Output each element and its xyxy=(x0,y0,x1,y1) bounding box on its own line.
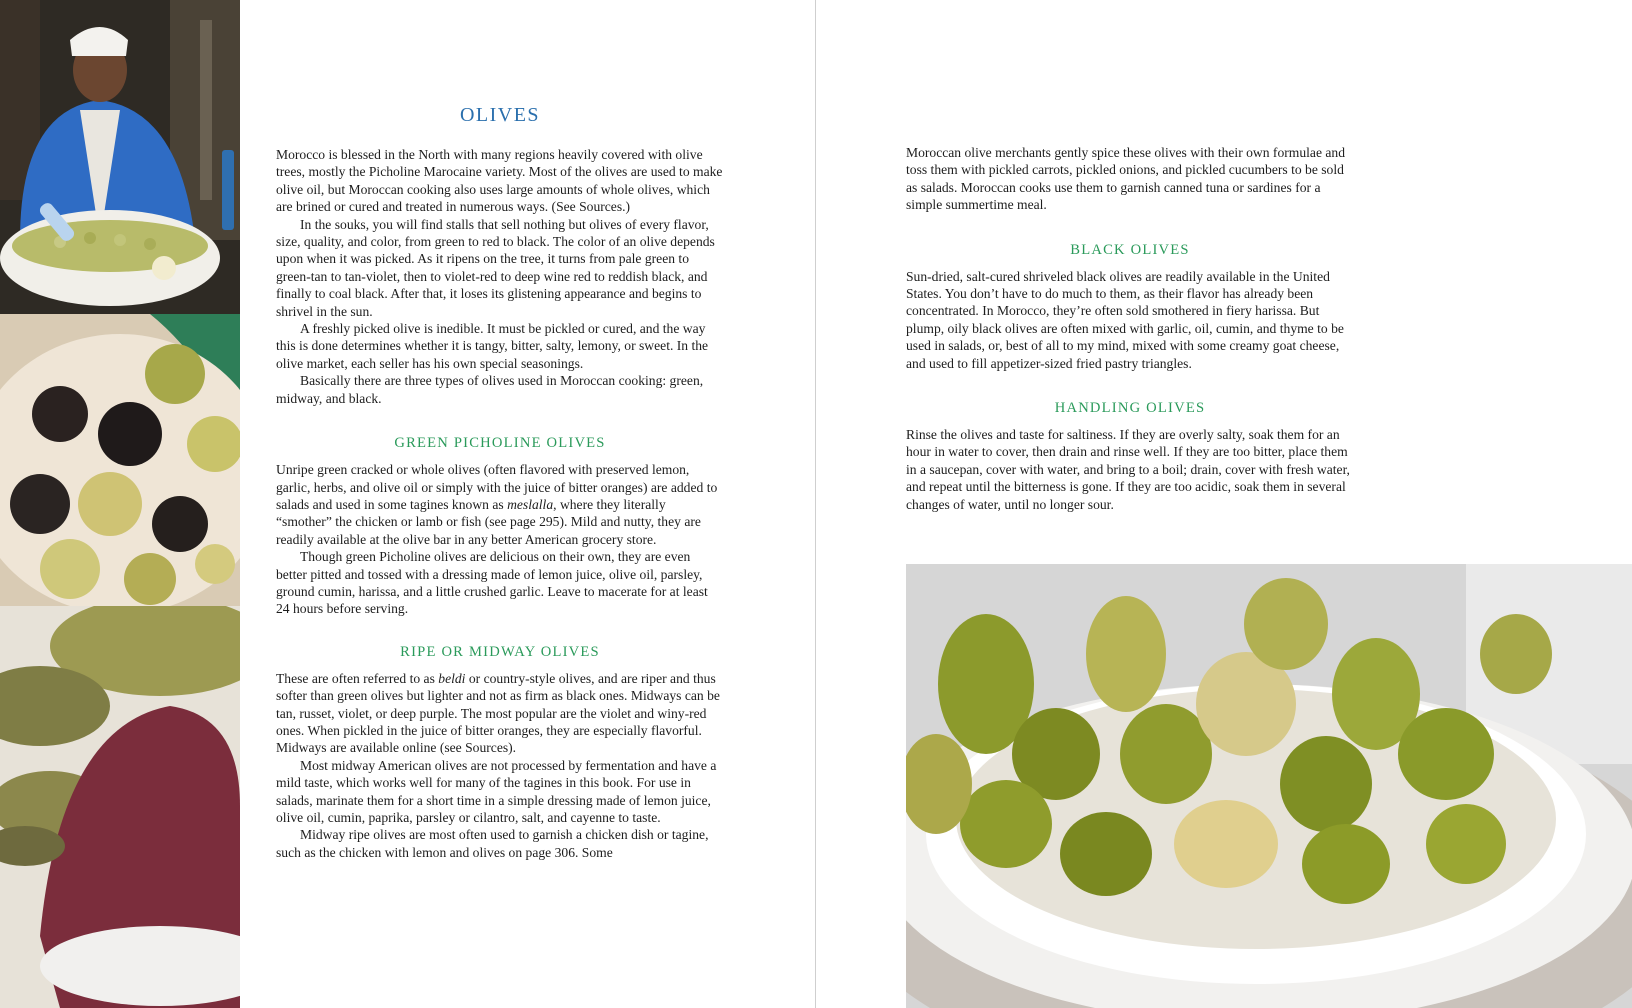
midway-paragraph-1 xyxy=(276,670,724,757)
midway-p1-after: or country-style olives, and are riper and thus softer than green olives but lighter and not as firm as black ones. Midways can be tan, russet, violet, or deep purple. The most popular are the violet and winy-red ones. When pickled in the juice of bitter oranges, they are especially flavorful. Midways are available online (see Sources). xyxy=(276,670,720,756)
mixed-olives-illustration xyxy=(0,314,240,606)
photo-mixed-olives-plate xyxy=(0,314,240,606)
right-page-text xyxy=(906,144,1354,513)
photo-green-olives-bowl xyxy=(906,564,1632,1008)
heading-ripe-midway: RIPE OR MIDWAY OLIVES xyxy=(400,643,600,660)
midway-paragraph-2: Most midway American olives are not processed by fermentation and have a mild taste, which works well for many of the tagines in this book. For use in salads, marinate them for a short time in a simple dressing made of lemon juice, olive oil, cumin, paprika, parsley or cilantro, salt, and cayenne to taste. xyxy=(276,757,717,825)
handling-paragraph-1: Rinse the olives and taste for saltiness. If they are overly salty, soak them for an hour in water to cover, then drain and rinse well. If they are too bitter, place them in a saucepan, cover with water, and bring to a boil; drain, cover with fresh water, and repeat until the bitterness is gone. If they are too acidic, soak them in several changes of water, until no longer sour. xyxy=(906,427,1350,512)
olive-market-illustration xyxy=(0,606,240,1008)
heading-handling-olives: HANDLING OLIVES xyxy=(1054,400,1206,417)
green-p1-before: Unripe green cracked or whole olives (often flavored with preserved lemon, garlic, herbs, and olive oil or simply with the juice of bitter oranges) are added to salads and used in some tagines known as xyxy=(276,462,718,512)
continuation-paragraph: Moroccan olive merchants gently spice these olives with their own formulae and toss them with pickled carrots, pickled onions, and pickled cucumbers to be sold as salads. Moroccan cooks use them to garnish canned tuna or sardines for a simple summertime meal. xyxy=(906,145,1346,213)
green-paragraph-2: Though green Picholine olives are delicious on their own, they are even better pitted and tossed with a dressing made of lemon juice, olive oil, parsley, ground cumin, harissa, and a little crushed garlic. Leave to macerate for at least 24 hours before serving. xyxy=(276,549,708,617)
green-p1-italic: meslalla xyxy=(507,496,554,512)
heading-black-olives: BLACK OLIVES xyxy=(1070,241,1190,258)
heading-green-picholine: GREEN PICHOLINE OLIVES xyxy=(394,435,606,452)
green-olives-bowl-illustration xyxy=(906,564,1632,1008)
page-gutter xyxy=(815,0,816,1008)
left-page-text xyxy=(276,100,724,861)
green-paragraph-1 xyxy=(276,461,724,548)
green-p1-after: , where they literally “smother” the chicken or lamb or fish (see page 295). Mild and nutty, they are readily available at the olive bar in any better American grocery store. xyxy=(276,496,701,547)
page-title: OLIVES xyxy=(459,104,541,126)
midway-paragraph-3: Midway ripe olives are most often used to garnish a chicken dish or tagine, such as the chicken with lemon and olives on page 306. Some xyxy=(276,827,709,860)
intro-paragraph-1: Morocco is blessed in the North with many regions heavily covered with olive trees, mostly the Picholine Marocaine variety. Most of the olives are used to make olive oil, but Moroccan cooking also uses large amounts of whole olives, which are brined or cured and treated in numerous ways. (See Sources.) xyxy=(276,147,723,215)
midway-p1-italic: beldi xyxy=(438,670,466,686)
midway-p1-before: These are often referred to as xyxy=(276,670,439,686)
intro-paragraph-2: In the souks, you will find stalls that sell nothing but olives of every flavor, size, quality, and color, from green to red to black. The color of an olive depends upon when it was picked. As it ripens on the tree, it turns from pale green to green-tan to tan-violet, then to violet-red to deep wine red to reddish black, and finally to coal black. After that, it loses its glistening appearance and begins to shrivel in the sun. xyxy=(276,216,715,319)
olive-vendor-illustration xyxy=(0,0,240,314)
intro-paragraph-3: A freshly picked olive is inedible. It must be pickled or cured, and the way this is done determines whether it is tangy, bitter, salty, lemony, or sweet. In the olive market, each seller has his own special seasonings. xyxy=(276,321,709,371)
photo-olive-vendor xyxy=(0,0,240,314)
black-paragraph-1: Sun-dried, salt-cured shriveled black olives are readily available in the United States. You don’t have to do much to them, as their flavor has already been concentrated. In Morocco, they’re often sold smothered in fiery harissa. But plump, oily black olives are often mixed with garlic, oil, cumin, and thyme to be used in salads, or, best of all to my mind, mixed with some creamy goat cheese, and used to fill appetizer-sized fried pastry triangles. xyxy=(906,268,1344,371)
photo-olive-market-bowls xyxy=(0,606,240,1008)
intro-paragraph-4: Basically there are three types of olives used in Moroccan cooking: green, midway, and black. xyxy=(276,373,704,406)
